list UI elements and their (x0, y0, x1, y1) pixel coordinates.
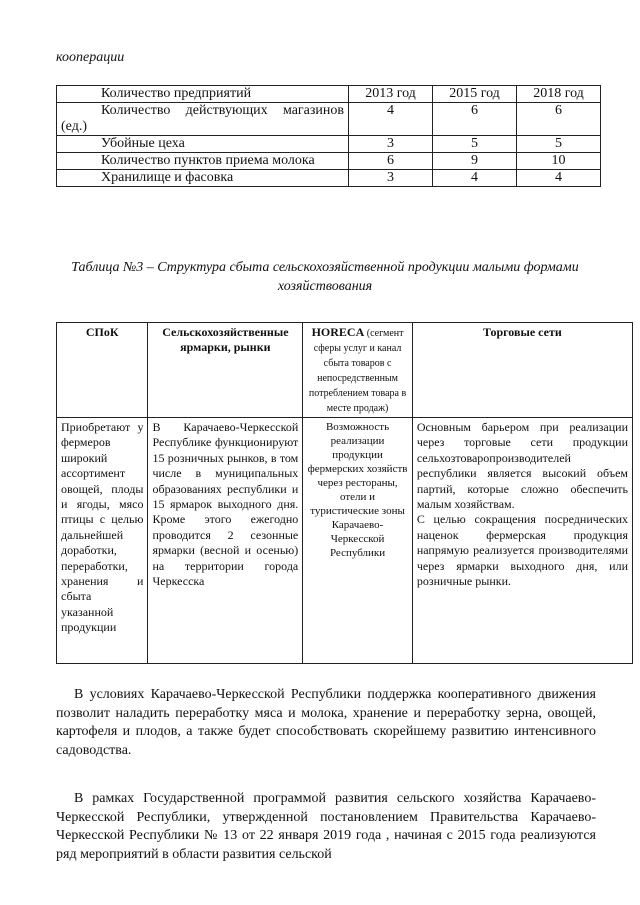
cell-2013: 6 (349, 153, 433, 170)
cell-2018: 4 (517, 170, 601, 187)
header-2015: 2015 год (433, 86, 517, 103)
table-header-row (57, 86, 601, 103)
horeca-label: HORECA (311, 325, 365, 339)
header-horeca (303, 323, 413, 418)
cell-spok: Приобретают у фермеров широкий ассортимент овощей, плоды и ягоды, мясо птицы с целью дальнейшей доработки, переработки, хранения и сбыта указанной продукции (57, 418, 148, 664)
header-2013: 2013 год (349, 86, 433, 103)
header-2018: 2018 год (517, 86, 601, 103)
retail-text-1: Основным барьером при реализации через торговые сети продукции сельхозтоваропроизводителей республики является высокий объем партий, которые сложно обеспечить малым хозяйствам. (416, 420, 628, 512)
row-name: Хранилище и фасовка (57, 170, 349, 187)
cell-2013: 3 (349, 170, 433, 187)
header-spok: СПоК (57, 323, 148, 418)
retail-text-2: С целью сокращения посреднических наценок фермерская продукция напрямую реализуется производителями через ярмарки выходного дня, или розничные рынки. (416, 512, 628, 589)
cell-fairs-markets: В Карачаево-Черкесской Республике функционируют 15 розничных рынков, в том числе в муниципальных образованиях республики и 15 ярмарок выходного дня. Кроме этого ежегодно проводится 2 сезонные ярмарки (весной и осенью) на территории города Черкесска (148, 418, 303, 664)
paragraph-1: В условиях Карачаево-Черкесской Республики поддержка кооперативного движения позволит наладить переработку мяса и молока, хранение и переработку зерна, овощей, картофеля и плодов, а также будет способствовать скорейшему развитию интенсивного садоводства. (56, 687, 596, 758)
sales-structure-table (56, 322, 633, 664)
table-row (57, 136, 601, 153)
cell-2015: 4 (433, 170, 517, 187)
section-caption: кооперации (56, 50, 125, 65)
cell-2013: 4 (349, 103, 433, 136)
row-name: Количество действующих магазинов (ед.) (57, 103, 349, 136)
cell-2013: 3 (349, 136, 433, 153)
table3-title: Таблица №3 – Структура сбыта сельскохозяйственной продукции малыми формами хозяйствования (71, 260, 579, 294)
table-row (57, 170, 601, 187)
cell-2018: 6 (517, 103, 601, 136)
paragraph-2: В рамках Государственной программой развития сельского хозяйства Карачаево-Черкесской Республики, утвержденной постановлением Правительства Карачаево-Черкесской Республики № 13 от 22 января 2019 года , начиная с 2015 года реализуются ряд мероприятий в области развития сельской (56, 791, 596, 862)
header-enterprises: Количество предприятий (57, 86, 349, 103)
cell-2015: 9 (433, 153, 517, 170)
header-fairs-markets: Сельскохозяйственные ярмарки, рынки (148, 323, 303, 418)
row-name: Убойные цеха (57, 136, 349, 153)
cell-2018: 10 (517, 153, 601, 170)
row-name: Количество пунктов приема молока (57, 153, 349, 170)
enterprises-table (56, 85, 601, 187)
header-retail-chains: Торговые сети (412, 323, 632, 418)
horeca-description: (сегмент сферы услуг и канал сбыта товаров с непосредственным потреблением товара в месте продаж) (308, 328, 407, 414)
cell-2015: 6 (433, 103, 517, 136)
table-row (57, 418, 633, 664)
cell-2015: 5 (433, 136, 517, 153)
cell-retail-chains (412, 418, 632, 664)
cell-2018: 5 (517, 136, 601, 153)
table-row (57, 153, 601, 170)
table-row (57, 103, 601, 136)
cell-horeca: Возможность реализации продукции фермерских хозяйств через рестораны, отели и туристические зоны Карачаево-Черкесской Республики (303, 418, 413, 664)
table-header-row (57, 323, 633, 418)
